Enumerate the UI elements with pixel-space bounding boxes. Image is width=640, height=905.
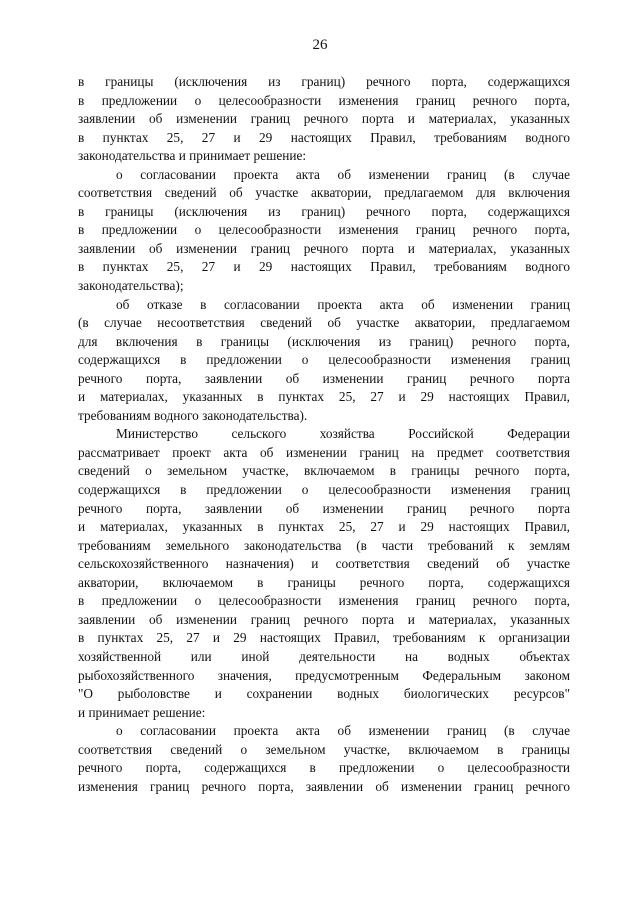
text-line: и материалах, указанных в пунктах 25, 27 и 29 настоящих Правил, — [78, 519, 570, 535]
text-line: требованиям водного законодательства). — [78, 407, 308, 423]
text-line: соответствия сведений об участке акватории, предлагаемом для включения — [78, 185, 570, 201]
text-line: и материалах, указанных в пунктах 25, 27 и 29 настоящих Правил, — [78, 389, 570, 405]
text-line: сведений о земельном участке, включаемом в границы речного порта, — [78, 463, 570, 479]
text-line: акватории, включаемом в границы речного порта, содержащихся — [78, 574, 570, 590]
text-line: в пунктах 25, 27 и 29 настоящих Правил, требованиям водного — [78, 129, 570, 145]
paragraph — [78, 166, 570, 296]
text-line: законодательства); — [78, 278, 184, 294]
page-number: 26 — [312, 37, 328, 53]
text-line: об отказе в согласовании проекта акта об изменении границ — [116, 296, 570, 312]
text-line: в пунктах 25, 27 и 29 настоящих Правил, требованиям к организации — [78, 630, 570, 646]
text-line: о согласовании проекта акта об изменении границ (в случае — [116, 723, 570, 739]
text-line: в границы (исключения из границ) речного порта, содержащихся — [78, 74, 570, 89]
text-line: содержащихся в предложении о целесообразности изменения границ — [78, 482, 570, 498]
text-line: речного порта, содержащихся в предложении о целесообразности — [78, 760, 570, 776]
body-text — [78, 73, 570, 796]
text-line: для включения в границы (исключения из границ) речного порта, — [78, 333, 570, 349]
text-line: заявлении об изменении границ речного порта и материалах, указанных — [78, 111, 570, 127]
text-line: требованиям земельного законодательства (в части требований к землям — [78, 537, 570, 553]
text-line: "О рыболовстве и сохранении водных биологических ресурсов" — [78, 686, 570, 702]
paragraph — [78, 296, 570, 426]
text-line: речного порта, заявлении об изменении границ речного порта — [78, 500, 570, 516]
text-line: речного порта, заявлении об изменении границ речного порта — [78, 370, 570, 386]
paragraph — [78, 425, 570, 722]
text-line: в предложении о целесообразности изменения границ речного порта, — [78, 222, 570, 238]
text-line: о согласовании проекта акта об изменении границ (в случае — [116, 166, 570, 182]
text-line: сельскохозяйственного назначения) и соответствия сведений об участке — [78, 556, 570, 572]
text-line: хозяйственной или иной деятельности на водных объектах — [78, 648, 570, 664]
text-line: Министерство сельского хозяйства Российской Федерации — [116, 426, 570, 442]
text-line: (в случае несоответствия сведений об участке акватории, предлагаемом — [78, 315, 570, 331]
text-line: рыбохозяйственного значения, предусмотренным Федеральным законом — [78, 667, 570, 683]
text-line: законодательства и принимает решение: — [78, 148, 307, 164]
text-line: рассматривает проект акта об изменении границ на предмет соответствия — [78, 444, 570, 460]
text-line: изменения границ речного порта, заявлении об изменении границ речного — [78, 778, 570, 794]
text-line: в границы (исключения из границ) речного порта, содержащихся — [78, 203, 570, 219]
text-line: в пунктах 25, 27 и 29 настоящих Правил, требованиям водного — [78, 259, 570, 275]
text-line: заявлении об изменении границ речного порта и материалах, указанных — [78, 611, 570, 627]
paragraph — [78, 73, 570, 166]
text-line: соответствия сведений о земельном участке, включаемом в границы — [78, 741, 570, 757]
text-line: заявлении об изменении границ речного порта и материалах, указанных — [78, 240, 570, 256]
text-line: в предложении о целесообразности изменения границ речного порта, — [78, 92, 570, 108]
text-line: и принимает решение: — [78, 704, 206, 720]
text-line: содержащихся в предложении о целесообразности изменения границ — [78, 352, 570, 368]
paragraph — [78, 722, 570, 796]
text-line: в предложении о целесообразности изменения границ речного порта, — [78, 593, 570, 609]
